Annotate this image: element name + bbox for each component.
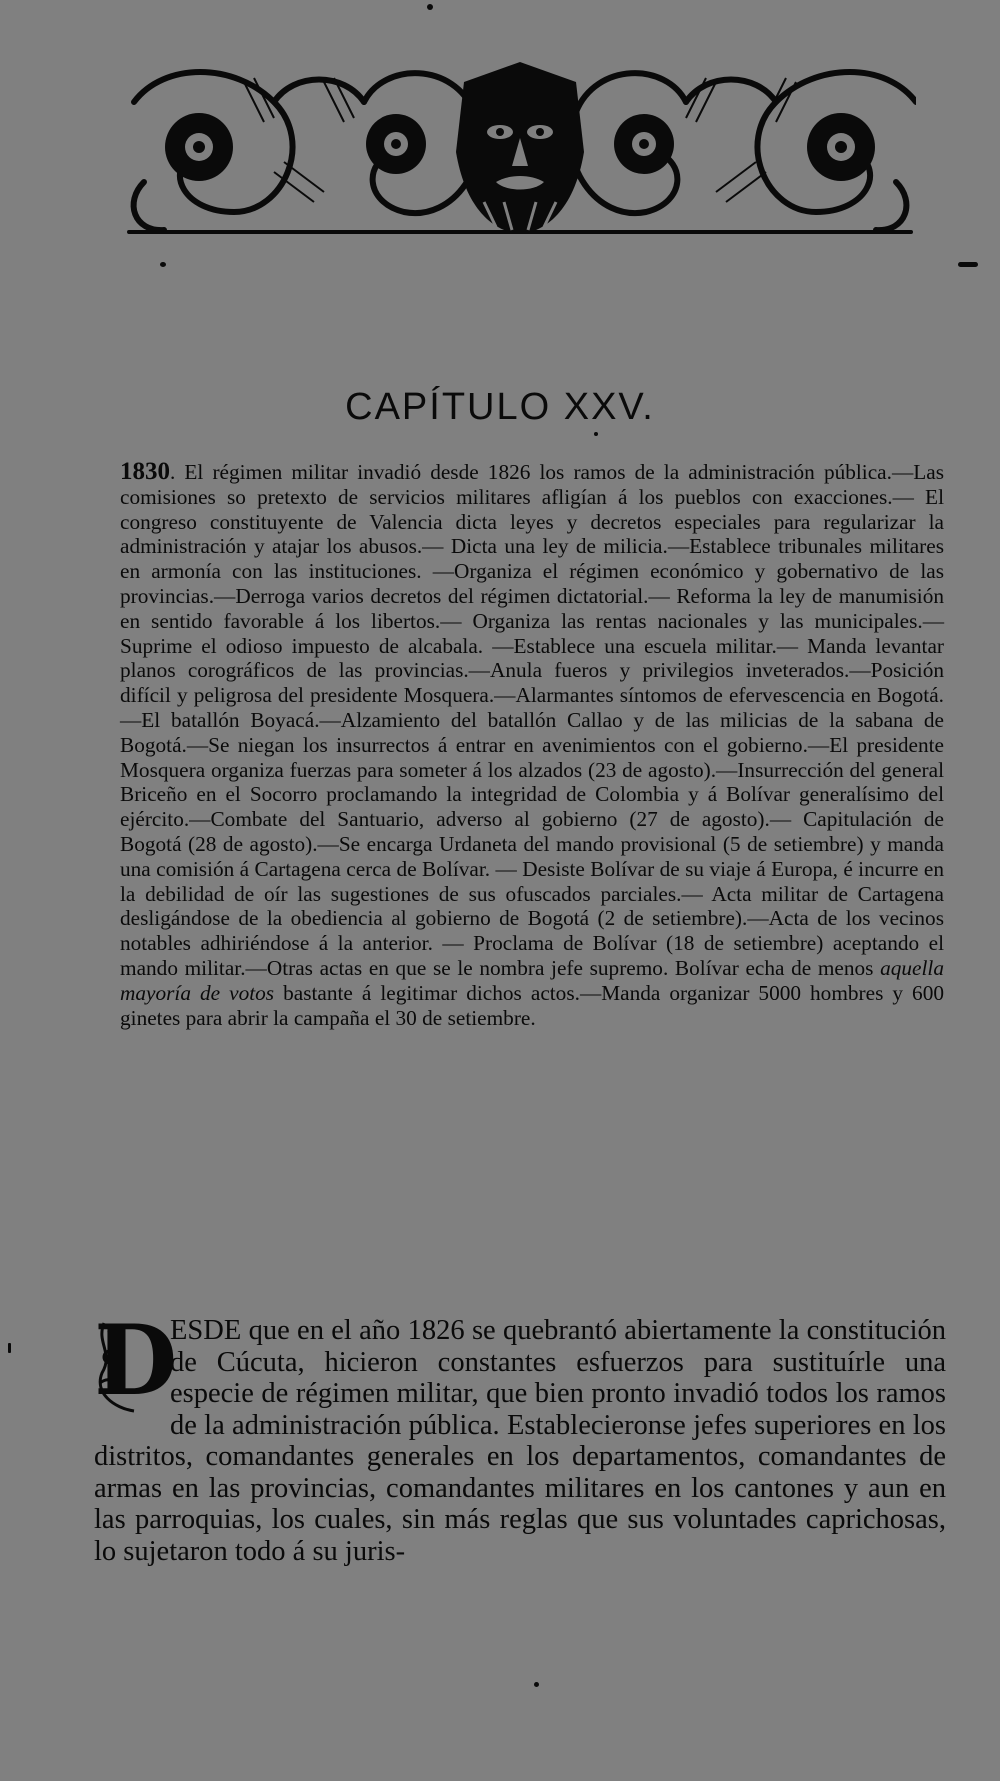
summary-year: 1830: [120, 458, 170, 485]
print-speck: [534, 1682, 539, 1687]
summary-italic-phrase: aquella mayoría de votos: [120, 955, 944, 1005]
drop-cap-letter: D: [94, 1304, 178, 1417]
chapter-title: CAPÍTULO XXV.: [345, 386, 655, 428]
print-speck: [160, 262, 166, 267]
print-speck: [8, 1343, 11, 1353]
decorated-drop-cap-icon: [94, 1304, 178, 1417]
print-speck: [594, 432, 598, 436]
summary-text: . El régimen militar invadió desde 1826 los ramos de la administración pública.—Las comisiones so pretexto de servicios militares afligían á los pueblos con exacciones.— El congreso constituyente de Valencia dicta leyes y decretos especiales para regularizar la administración y atajar los abusos.— Dicta una ley de milicia.—Establece tribunales militares en armonía con las instituciones. —Organiza el régimen económico y gobernativo de las provincias.—Derroga varios decretos del régimen dictatorial.— Reforma la ley de manumisión en sentido favorable á los libertos.— Organiza las rentas nacionales y las municipales.— Suprime el odioso impuesto de alcabala. —Establece una escuela militar.— Manda levantar planos corográficos de las provincias.—Anula fueros y privilegios inveterados.—Posición difícil y peligrosa del presidente Mosquera.—Alarmantes síntomos de efervescencia en Bogotá.—El batallón Boyacá.—Alzamiento del batallón Callao y de las milicias de la sabana de Bogotá.—Se niegan los insurrectos á entrar en avenimientos con el gobierno.—El presidente Mosquera organiza fuerzas para someter á los alzados (23 de agosto).—Insurrección del general Briceño en el Socorro proclamando la integridad de Colombia y á Bolívar generalísimo del ejército.—Combate del Santuario, adverso al gobierno (27 de agosto).— Capitulación de Bogotá (28 de agosto).—Se encarga Urdaneta del mando provisional (5 de setiembre) y manda una comisión á Cartagena cerca de Bolívar. — Desiste Bolívar de su viaje á Europa, é incurre en la debilidad de oír las sugestiones de sus ofuscados parciales.— Acta militar de Cartagena desligándose de la obediencia al gobierno de Bogotá (2 de setiembre).—Acta de los vecinos notables adhiriéndose á la anterior. — Proclama de Bolívar (18 de setiembre) aceptando el mando militar.—Otras actas en que se le nombra jefe supremo. Bolívar echa de menos: [120, 460, 944, 980]
print-speck: [427, 4, 433, 10]
body-paragraph: [94, 1304, 946, 1567]
summary-text-end: bastante á legitimar dichos actos.—Manda organizar 5000 hombres y 600 ginetes para abrir la campaña el 30 de setiembre.: [120, 980, 944, 1030]
chapter-summary: [120, 460, 944, 1030]
ornamental-headpiece-icon: [124, 62, 916, 240]
body-text: ESDE que en el año 1826 se quebrantó abiertamente la constitución de Cúcuta, hicieron constantes esfuerzos para sustituírle una especie de régimen militar, que bien pronto invadió todos los ramos de la administración pública. Establecieronse jefes superiores en los distritos, comandantes generales en los departamentos, comandantes de armas en las provincias, comandantes militares en los cantones y aun en las parroquias, los cuales, sin más reglas que sus voluntades caprichosas, lo sujetaron todo á su juris-: [94, 1315, 946, 1567]
print-speck: [958, 262, 978, 267]
